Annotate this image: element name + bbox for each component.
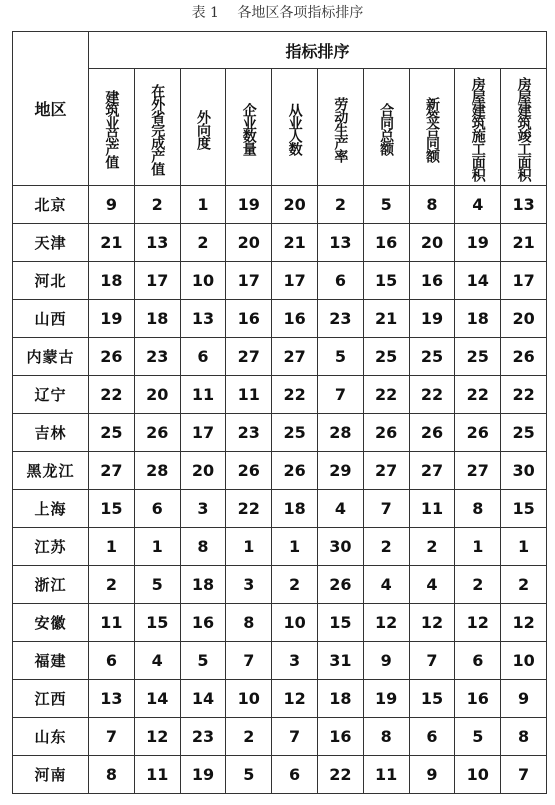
indicator-column-header bbox=[134, 69, 180, 186]
rank-value-cell: 3 bbox=[226, 566, 272, 604]
rank-value-cell: 2 bbox=[501, 566, 547, 604]
table-row bbox=[13, 604, 547, 642]
rank-value-cell: 23 bbox=[226, 414, 272, 452]
rank-value-cell: 2 bbox=[272, 566, 318, 604]
rank-value-cell: 7 bbox=[89, 718, 135, 756]
rank-value-cell: 10 bbox=[272, 604, 318, 642]
rank-value-cell: 7 bbox=[409, 642, 455, 680]
rank-value-cell: 8 bbox=[455, 490, 501, 528]
region-name-cell: 山东 bbox=[13, 718, 89, 756]
rank-value-cell: 27 bbox=[226, 338, 272, 376]
rank-value-cell: 26 bbox=[363, 414, 409, 452]
region-name-cell: 山西 bbox=[13, 300, 89, 338]
rank-value-cell: 22 bbox=[363, 376, 409, 414]
rank-value-cell: 14 bbox=[180, 680, 226, 718]
rank-value-cell: 29 bbox=[317, 452, 363, 490]
table-body bbox=[13, 186, 547, 794]
rank-value-cell: 7 bbox=[363, 490, 409, 528]
rank-value-cell: 27 bbox=[363, 452, 409, 490]
rank-value-cell: 27 bbox=[455, 452, 501, 490]
rank-value-cell: 13 bbox=[317, 224, 363, 262]
indicator-group-header: 指标排序 bbox=[89, 32, 547, 69]
rank-value-cell: 20 bbox=[501, 300, 547, 338]
table-row bbox=[13, 566, 547, 604]
rank-value-cell: 6 bbox=[134, 490, 180, 528]
rank-value-cell: 9 bbox=[501, 680, 547, 718]
rank-value-cell: 21 bbox=[501, 224, 547, 262]
rank-value-cell: 12 bbox=[134, 718, 180, 756]
rank-value-cell: 17 bbox=[501, 262, 547, 300]
rank-value-cell: 11 bbox=[226, 376, 272, 414]
rank-value-cell: 25 bbox=[363, 338, 409, 376]
region-name-cell: 天津 bbox=[13, 224, 89, 262]
rank-value-cell: 30 bbox=[317, 528, 363, 566]
region-name-cell: 北京 bbox=[13, 186, 89, 224]
rank-value-cell: 5 bbox=[363, 186, 409, 224]
rank-value-cell: 4 bbox=[363, 566, 409, 604]
table-row bbox=[13, 718, 547, 756]
indicator-column-label: 房屋建筑竣工面积 bbox=[515, 77, 532, 181]
table-row bbox=[13, 452, 547, 490]
rank-value-cell: 7 bbox=[501, 756, 547, 794]
indicator-column-label: 企业数量 bbox=[240, 103, 257, 155]
rank-value-cell: 1 bbox=[272, 528, 318, 566]
rank-value-cell: 4 bbox=[134, 642, 180, 680]
rank-value-cell: 25 bbox=[89, 414, 135, 452]
rank-value-cell: 9 bbox=[409, 756, 455, 794]
rank-value-cell: 2 bbox=[226, 718, 272, 756]
rank-value-cell: 26 bbox=[89, 338, 135, 376]
rank-value-cell: 18 bbox=[317, 680, 363, 718]
rank-value-cell: 4 bbox=[455, 186, 501, 224]
rank-value-cell: 10 bbox=[180, 262, 226, 300]
rank-value-cell: 26 bbox=[134, 414, 180, 452]
table-row bbox=[13, 338, 547, 376]
table-caption bbox=[0, 0, 555, 28]
table-row bbox=[13, 376, 547, 414]
rank-value-cell: 28 bbox=[317, 414, 363, 452]
rank-value-cell: 11 bbox=[89, 604, 135, 642]
rank-value-cell: 3 bbox=[180, 490, 226, 528]
table-title: 各地区各项指标排序 bbox=[237, 5, 364, 21]
indicator-column-header bbox=[409, 69, 455, 186]
rank-value-cell: 20 bbox=[134, 376, 180, 414]
region-name-cell: 黑龙江 bbox=[13, 452, 89, 490]
rank-value-cell: 12 bbox=[272, 680, 318, 718]
rank-value-cell: 10 bbox=[226, 680, 272, 718]
rank-value-cell: 18 bbox=[134, 300, 180, 338]
rank-value-cell: 2 bbox=[180, 224, 226, 262]
rank-value-cell: 11 bbox=[409, 490, 455, 528]
rank-value-cell: 18 bbox=[180, 566, 226, 604]
rank-value-cell: 27 bbox=[409, 452, 455, 490]
region-name-cell: 江西 bbox=[13, 680, 89, 718]
rank-value-cell: 20 bbox=[180, 452, 226, 490]
rank-value-cell: 7 bbox=[317, 376, 363, 414]
region-name-cell: 浙江 bbox=[13, 566, 89, 604]
rank-value-cell: 22 bbox=[272, 376, 318, 414]
rank-value-cell: 18 bbox=[455, 300, 501, 338]
rank-value-cell: 15 bbox=[89, 490, 135, 528]
indicator-column-header bbox=[455, 69, 501, 186]
rank-value-cell: 2 bbox=[409, 528, 455, 566]
indicator-header-row bbox=[13, 69, 547, 186]
rank-value-cell: 10 bbox=[501, 642, 547, 680]
indicator-column-label: 建筑业总产值 bbox=[103, 90, 120, 168]
rank-value-cell: 8 bbox=[89, 756, 135, 794]
rank-value-cell: 12 bbox=[409, 604, 455, 642]
indicator-column-header bbox=[180, 69, 226, 186]
rank-value-cell: 26 bbox=[317, 566, 363, 604]
region-column-header: 地区 bbox=[13, 32, 89, 186]
rank-value-cell: 19 bbox=[226, 186, 272, 224]
rank-value-cell: 23 bbox=[317, 300, 363, 338]
table-row bbox=[13, 490, 547, 528]
region-name-cell: 河北 bbox=[13, 262, 89, 300]
rank-value-cell: 13 bbox=[501, 186, 547, 224]
rank-value-cell: 4 bbox=[317, 490, 363, 528]
rank-value-cell: 21 bbox=[272, 224, 318, 262]
rank-value-cell: 15 bbox=[501, 490, 547, 528]
rank-value-cell: 18 bbox=[272, 490, 318, 528]
rank-value-cell: 5 bbox=[134, 566, 180, 604]
indicator-column-label: 新签合同额 bbox=[423, 96, 440, 162]
rank-value-cell: 8 bbox=[409, 186, 455, 224]
table-row bbox=[13, 262, 547, 300]
rank-value-cell: 16 bbox=[317, 718, 363, 756]
table-row bbox=[13, 414, 547, 452]
rank-value-cell: 4 bbox=[409, 566, 455, 604]
rank-value-cell: 27 bbox=[272, 338, 318, 376]
table-number: 表 1 bbox=[191, 5, 219, 21]
rank-value-cell: 16 bbox=[409, 262, 455, 300]
rank-value-cell: 26 bbox=[409, 414, 455, 452]
rank-value-cell: 19 bbox=[180, 756, 226, 794]
rank-value-cell: 14 bbox=[455, 262, 501, 300]
indicator-column-label: 合同总额 bbox=[378, 103, 395, 155]
rank-value-cell: 25 bbox=[272, 414, 318, 452]
rank-value-cell: 3 bbox=[272, 642, 318, 680]
rank-value-cell: 16 bbox=[455, 680, 501, 718]
rank-value-cell: 5 bbox=[226, 756, 272, 794]
rank-value-cell: 11 bbox=[134, 756, 180, 794]
rank-value-cell: 28 bbox=[134, 452, 180, 490]
rank-value-cell: 30 bbox=[501, 452, 547, 490]
rank-value-cell: 2 bbox=[317, 186, 363, 224]
indicator-column-header bbox=[226, 69, 272, 186]
rank-value-cell: 31 bbox=[317, 642, 363, 680]
rank-value-cell: 1 bbox=[180, 186, 226, 224]
rank-value-cell: 11 bbox=[180, 376, 226, 414]
rank-value-cell: 26 bbox=[501, 338, 547, 376]
rank-value-cell: 6 bbox=[317, 262, 363, 300]
rank-value-cell: 17 bbox=[272, 262, 318, 300]
rank-value-cell: 22 bbox=[409, 376, 455, 414]
rank-value-cell: 16 bbox=[363, 224, 409, 262]
region-name-cell: 河南 bbox=[13, 756, 89, 794]
region-name-cell: 上海 bbox=[13, 490, 89, 528]
region-name-cell: 江苏 bbox=[13, 528, 89, 566]
rank-value-cell: 26 bbox=[272, 452, 318, 490]
rank-value-cell: 16 bbox=[272, 300, 318, 338]
rank-value-cell: 16 bbox=[226, 300, 272, 338]
indicator-column-header bbox=[89, 69, 135, 186]
rank-value-cell: 14 bbox=[134, 680, 180, 718]
region-name-cell: 吉林 bbox=[13, 414, 89, 452]
region-name-cell: 内蒙古 bbox=[13, 338, 89, 376]
rank-value-cell: 6 bbox=[89, 642, 135, 680]
table-row bbox=[13, 224, 547, 262]
rank-value-cell: 19 bbox=[89, 300, 135, 338]
region-name-cell: 辽宁 bbox=[13, 376, 89, 414]
rank-value-cell: 15 bbox=[317, 604, 363, 642]
region-name-cell: 安徽 bbox=[13, 604, 89, 642]
indicator-column-label: 劳动生产率 bbox=[332, 96, 349, 162]
rank-value-cell: 26 bbox=[455, 414, 501, 452]
rank-value-cell: 9 bbox=[363, 642, 409, 680]
rank-value-cell: 1 bbox=[134, 528, 180, 566]
rank-value-cell: 10 bbox=[455, 756, 501, 794]
rank-value-cell: 21 bbox=[363, 300, 409, 338]
rank-value-cell: 2 bbox=[363, 528, 409, 566]
rank-value-cell: 23 bbox=[180, 718, 226, 756]
rank-value-cell: 15 bbox=[363, 262, 409, 300]
rank-value-cell: 6 bbox=[409, 718, 455, 756]
rank-value-cell: 8 bbox=[363, 718, 409, 756]
indicator-column-header bbox=[501, 69, 547, 186]
rank-value-cell: 5 bbox=[180, 642, 226, 680]
rank-value-cell: 19 bbox=[409, 300, 455, 338]
indicator-column-label: 房屋建筑施工面积 bbox=[469, 77, 486, 181]
indicator-column-header bbox=[363, 69, 409, 186]
rank-value-cell: 13 bbox=[89, 680, 135, 718]
rank-value-cell: 12 bbox=[501, 604, 547, 642]
rank-value-cell: 19 bbox=[455, 224, 501, 262]
ranking-table bbox=[12, 31, 547, 794]
indicator-column-label: 从业人数 bbox=[286, 103, 303, 155]
rank-value-cell: 6 bbox=[272, 756, 318, 794]
rank-value-cell: 22 bbox=[501, 376, 547, 414]
rank-value-cell: 1 bbox=[226, 528, 272, 566]
rank-value-cell: 22 bbox=[226, 490, 272, 528]
rank-value-cell: 20 bbox=[226, 224, 272, 262]
table-row bbox=[13, 756, 547, 794]
rank-value-cell: 1 bbox=[455, 528, 501, 566]
rank-value-cell: 13 bbox=[180, 300, 226, 338]
rank-value-cell: 19 bbox=[363, 680, 409, 718]
indicator-column-header bbox=[317, 69, 363, 186]
rank-value-cell: 12 bbox=[455, 604, 501, 642]
rank-value-cell: 21 bbox=[89, 224, 135, 262]
rank-value-cell: 8 bbox=[180, 528, 226, 566]
rank-value-cell: 1 bbox=[501, 528, 547, 566]
table-row bbox=[13, 186, 547, 224]
table-row bbox=[13, 680, 547, 718]
indicator-column-label: 在外省完成产值 bbox=[149, 83, 166, 175]
rank-value-cell: 2 bbox=[89, 566, 135, 604]
rank-value-cell: 11 bbox=[363, 756, 409, 794]
rank-value-cell: 7 bbox=[226, 642, 272, 680]
rank-value-cell: 23 bbox=[134, 338, 180, 376]
rank-value-cell: 5 bbox=[455, 718, 501, 756]
rank-value-cell: 8 bbox=[501, 718, 547, 756]
rank-value-cell: 18 bbox=[89, 262, 135, 300]
rank-value-cell: 9 bbox=[89, 186, 135, 224]
rank-value-cell: 25 bbox=[409, 338, 455, 376]
rank-value-cell: 5 bbox=[317, 338, 363, 376]
rank-value-cell: 27 bbox=[89, 452, 135, 490]
rank-value-cell: 22 bbox=[89, 376, 135, 414]
rank-value-cell: 6 bbox=[455, 642, 501, 680]
rank-value-cell: 12 bbox=[363, 604, 409, 642]
table-row bbox=[13, 528, 547, 566]
rank-value-cell: 25 bbox=[455, 338, 501, 376]
rank-value-cell: 8 bbox=[226, 604, 272, 642]
rank-value-cell: 6 bbox=[180, 338, 226, 376]
rank-value-cell: 1 bbox=[89, 528, 135, 566]
rank-value-cell: 15 bbox=[409, 680, 455, 718]
rank-value-cell: 17 bbox=[226, 262, 272, 300]
region-name-cell: 福建 bbox=[13, 642, 89, 680]
rank-value-cell: 22 bbox=[455, 376, 501, 414]
rank-value-cell: 15 bbox=[134, 604, 180, 642]
rank-value-cell: 17 bbox=[134, 262, 180, 300]
rank-value-cell: 7 bbox=[272, 718, 318, 756]
rank-value-cell: 26 bbox=[226, 452, 272, 490]
table-row bbox=[13, 642, 547, 680]
indicator-column-header bbox=[272, 69, 318, 186]
indicator-column-label: 外向度 bbox=[194, 109, 211, 149]
rank-value-cell: 2 bbox=[134, 186, 180, 224]
rank-value-cell: 22 bbox=[317, 756, 363, 794]
rank-value-cell: 13 bbox=[134, 224, 180, 262]
table-row bbox=[13, 300, 547, 338]
rank-value-cell: 2 bbox=[455, 566, 501, 604]
rank-value-cell: 20 bbox=[409, 224, 455, 262]
rank-value-cell: 17 bbox=[180, 414, 226, 452]
rank-value-cell: 16 bbox=[180, 604, 226, 642]
rank-value-cell: 25 bbox=[501, 414, 547, 452]
rank-value-cell: 20 bbox=[272, 186, 318, 224]
